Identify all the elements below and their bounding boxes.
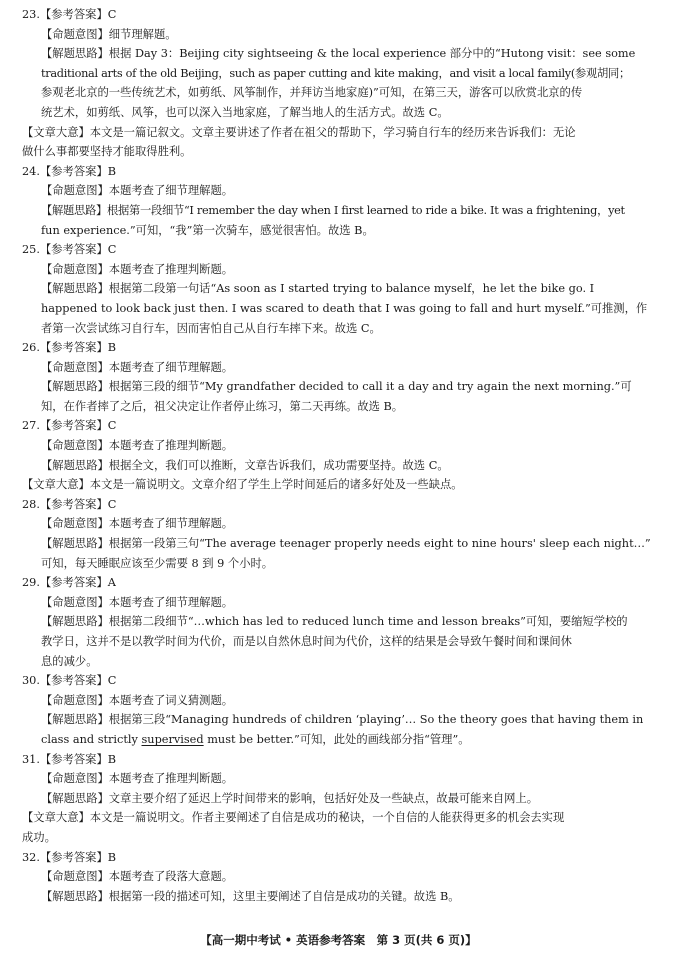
intent-line: 【命题意图】本题考查了细节理解题。 xyxy=(41,517,234,531)
question-27 xyxy=(22,416,652,475)
intent-line: 【命题意图】细节理解题。 xyxy=(41,27,177,41)
reasoning-line: fun experience.”可知，“我”第一次骑车，感觉很害怕。故选 B。 xyxy=(41,223,374,237)
summary-line: 【文章大意】本文是一篇说明文。文章介绍了学生上学时间延后的诸多好处及一些缺点。 xyxy=(22,478,463,492)
reasoning-line xyxy=(22,730,652,750)
intent-line: 【命题意图】本题考查了细节理解题。 xyxy=(41,360,234,374)
intent-line: 【命题意图】本题考查了推理判断题。 xyxy=(41,262,234,276)
page-footer: 【高一期中考试 • 英语参考答案 第 3 页(共 6 页)】 xyxy=(200,933,477,947)
answer-line: 24.【参考答案】B xyxy=(22,164,117,178)
reasoning-line: 【解题思路】文章主要介绍了延迟上学时间带来的影响，包括好处及一些缺点，故最可能来自网上。 xyxy=(41,791,539,805)
question-32 xyxy=(22,848,652,907)
reasoning-line: 【解题思路】根据第三段的细节“My grandfather decided to call it a day and try again the next morning.”可 xyxy=(41,380,632,394)
question-30 xyxy=(22,671,652,749)
question-25 xyxy=(22,240,652,338)
intent-line: 【命题意图】本题考查了细节理解题。 xyxy=(41,595,234,609)
reasoning-text: class and strictly xyxy=(41,732,142,746)
reasoning-text: must be better.”可知，此处的画线部分指“管理”。 xyxy=(203,732,470,746)
answer-key-content xyxy=(22,5,652,906)
reasoning-line: 【解题思路】根据第一段细节“I remember the day when I first learned to ride a bike. It was a frightening，yet xyxy=(41,203,625,217)
question-28 xyxy=(22,495,652,573)
intent-line: 【命题意图】本题考查了细节理解题。 xyxy=(41,184,234,198)
reasoning-line: 参观老北京的一些传统艺术，如剪纸、风筝制作，并拜访当地家庭)”可知，在第三天，游客可以欣赏北京的传 xyxy=(41,86,583,100)
answer-line: 26.【参考答案】B xyxy=(22,341,117,355)
passage-summary xyxy=(22,123,652,162)
answer-line: 27.【参考答案】C xyxy=(22,419,117,433)
reasoning-line: 【解题思路】根据第一段第三句“The average teenager properly needs eight to nine hours' sleep each night…” xyxy=(41,537,651,551)
answer-line: 32.【参考答案】B xyxy=(22,850,117,864)
reasoning-line: traditional arts of the old Beijing，such as paper cutting and kite making，and visit a local family(参观胡同； xyxy=(41,66,630,80)
summary-line: 【文章大意】本文是一篇记叙文。文章主要讲述了作者在祖父的帮助下，学习骑自行车的经历来告诉我们：无论 xyxy=(22,125,576,139)
reasoning-line: 者第一次尝试练习自行车，因而害怕自己从自行车摔下来。故选 C。 xyxy=(41,321,381,335)
reasoning-line: 【解题思路】根据第一段的描述可知，这里主要阐述了自信是成功的关键。故选 B。 xyxy=(41,889,460,903)
answer-line: 23.【参考答案】C xyxy=(22,8,117,21)
reasoning-line: 知，在作者摔了之后，祖父决定让作者停止练习，第二天再练。故选 B。 xyxy=(41,399,404,413)
question-23 xyxy=(22,5,652,123)
intent-line: 【命题意图】本题考查了词义猜测题。 xyxy=(41,693,234,707)
passage-summary xyxy=(22,808,652,847)
reasoning-line: 【解题思路】根据第三段“Managing hundreds of children ‘playing’… So the theory goes that having them in xyxy=(41,713,644,727)
underlined-word: supervised xyxy=(141,732,204,746)
intent-line: 【命题意图】本题考查了段落大意题。 xyxy=(41,870,234,884)
reasoning-line: 统艺术，如剪纸、风筝，也可以深入当地家庭，了解当地人的生活方式。故选 C。 xyxy=(41,105,449,119)
reasoning-line: 【解题思路】根据第二段第一句话“As soon as I started trying to balance myself，he let the bike go. I xyxy=(41,282,595,296)
reasoning-line: 【解题思路】根据全文，我们可以推断，文章告诉我们，成功需要坚持。故选 C。 xyxy=(41,458,449,472)
answer-line: 29.【参考答案】A xyxy=(22,576,116,590)
intent-line: 【命题意图】本题考查了推理判断题。 xyxy=(41,772,234,786)
answer-line: 28.【参考答案】C xyxy=(22,497,117,511)
question-26 xyxy=(22,338,652,416)
reasoning-line: 【解题思路】根据第二段细节“…which has led to reduced lunch time and lesson breaks”可知，要缩短学校的 xyxy=(41,615,628,629)
reasoning-line: 教学日，这并不是以教学时间为代价，而是以自然休息时间为代价，这样的结果是会导致午餐时间和课间休 xyxy=(41,635,572,648)
question-31 xyxy=(22,750,652,809)
reasoning-line: 可知，每天睡眠应该至少需要 8 到 9 个小时。 xyxy=(41,556,274,570)
summary-line: 成功。 xyxy=(22,830,56,844)
reasoning-line: 【解题思路】根据 Day 3：Beijing city sightseeing & the local experience 部分中的“Hutong visit：see some xyxy=(41,47,636,61)
passage-summary xyxy=(22,475,652,495)
answer-line: 30.【参考答案】C xyxy=(22,674,117,688)
summary-line: 做什么事都要坚持才能取得胜利。 xyxy=(22,145,192,159)
answer-line: 31.【参考答案】B xyxy=(22,752,117,766)
question-29 xyxy=(22,573,652,671)
question-24 xyxy=(22,162,652,240)
intent-line: 【命题意图】本题考查了推理判断题。 xyxy=(41,439,234,453)
reasoning-line: happened to look back just then. I was scared to death that I was going to fall and hurt myself.”可推测，作 xyxy=(41,301,648,315)
answer-line: 25.【参考答案】C xyxy=(22,243,117,257)
reasoning-line: 息的减少。 xyxy=(41,654,98,668)
summary-line: 【文章大意】本文是一篇说明文。作者主要阐述了自信是成功的秘诀，一个自信的人能获得更多的机会去实现 xyxy=(22,811,565,825)
